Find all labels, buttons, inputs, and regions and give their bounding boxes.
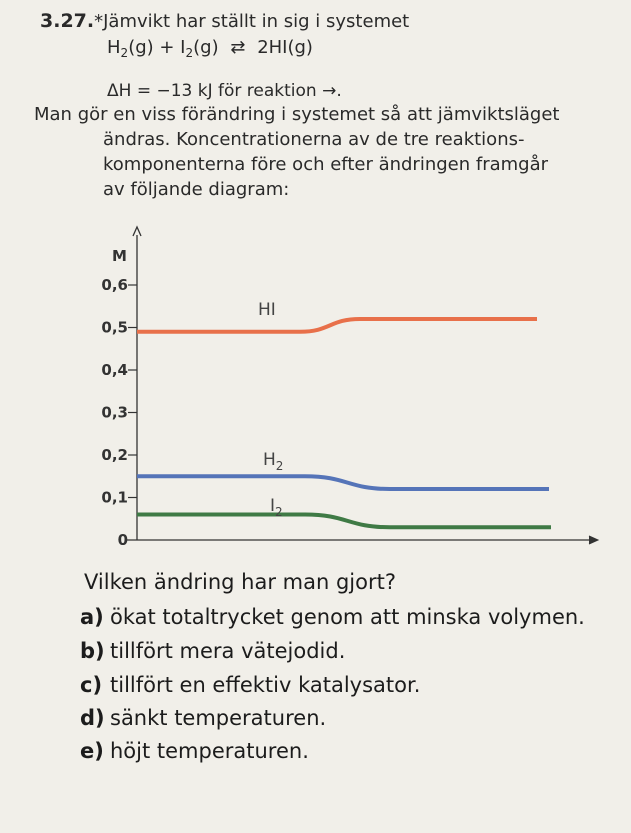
eq-h-sub: 2	[120, 46, 129, 60]
y-tick-label: 0,5	[101, 318, 128, 337]
option-letter: d)	[80, 706, 105, 730]
option-c	[80, 673, 420, 697]
option-d	[80, 706, 326, 730]
series-line-h2	[137, 476, 549, 489]
series-label-i2: $I_2$	[270, 496, 283, 519]
eq-i-sub: 2	[185, 46, 194, 60]
problem-header	[40, 10, 409, 32]
option-letter: a)	[80, 605, 104, 629]
y-tick-label: 0,6	[101, 276, 128, 294]
y-tick-label: 0,4	[101, 361, 128, 379]
eq-rhs: 2HI(g)	[257, 37, 313, 58]
series-line-hi	[137, 319, 537, 332]
option-text: tillfört en effektiv katalysator.	[110, 673, 421, 697]
series-line-i2	[137, 515, 551, 528]
eq-i-tail: (g)	[193, 37, 219, 58]
option-letter: e)	[80, 739, 104, 763]
y-tick-label: 0,3	[101, 403, 128, 422]
y-axis-label: M	[112, 247, 127, 265]
problem-star: *	[94, 11, 104, 32]
option-text: tillfört mera vätejodid.	[110, 639, 346, 663]
eq-h-tail: (g) + I	[128, 37, 186, 58]
y-tick-label: 0,2	[101, 446, 128, 464]
option-text: höjt temperaturen.	[110, 739, 309, 763]
option-b	[80, 639, 345, 663]
equilibrium-arrow-icon: ⇄	[230, 37, 246, 58]
option-e	[80, 739, 309, 763]
series-label-h2: $H_2$	[263, 450, 284, 473]
x-axis-arrow-icon	[589, 536, 598, 544]
description-line-1: Man gör en viss förändring i systemet så att jämviktsläget	[34, 104, 560, 125]
concentration-chart	[0, 215, 631, 565]
series-label-hi: HI	[258, 300, 276, 320]
problem-number: 3.27.	[40, 10, 95, 32]
description-line-4: av följande diagram:	[103, 179, 290, 200]
option-text: ökat totaltrycket genom att minska volymen.	[110, 605, 585, 629]
question-text: Vilken ändring har man gjort?	[84, 570, 397, 594]
option-letter: b)	[80, 639, 105, 663]
option-a	[80, 605, 585, 629]
enthalpy-line: ΔH = −13 kJ för reaktion →.	[107, 81, 342, 101]
description-line-2: ändras. Koncentrationerna av de tre reaktions-	[103, 129, 525, 150]
reaction-equation	[107, 37, 313, 58]
option-text: sänkt temperaturen.	[110, 706, 327, 730]
y-tick-label: 0	[117, 531, 128, 549]
problem-intro: Jämvikt har ställt in sig i systemet	[103, 11, 410, 32]
option-letter: c)	[80, 673, 103, 697]
description-line-3: komponenterna före och efter ändringen framgår	[103, 154, 549, 175]
y-axis-arrow-icon	[133, 227, 141, 236]
eq-h: H	[107, 37, 121, 58]
y-tick-label: 0,1	[101, 488, 128, 507]
